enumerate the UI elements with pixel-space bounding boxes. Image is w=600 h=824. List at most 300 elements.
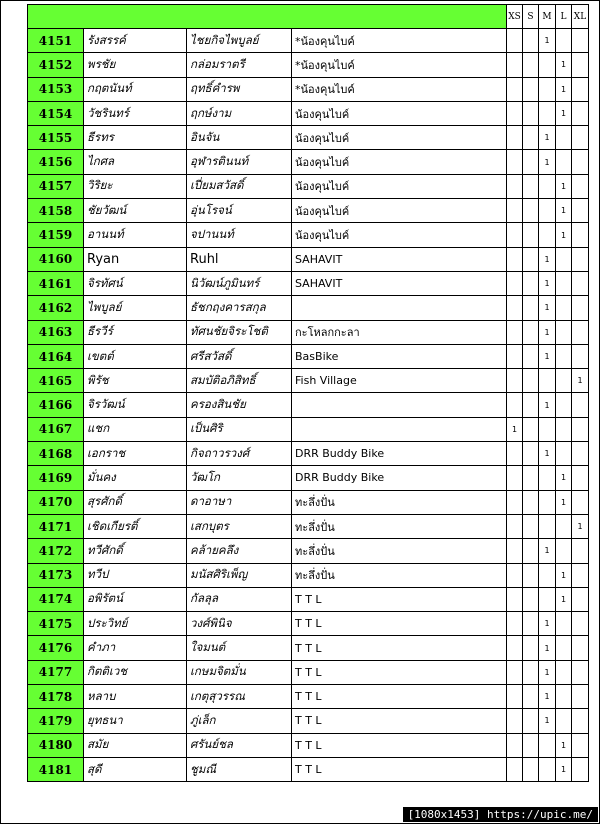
first-name: เชิดเกียรติ์ [84,514,187,538]
last-name: สมบัติอภิสิทธิ์ [187,369,292,393]
registration-table [27,4,589,782]
size-l-cell [556,369,572,393]
size-l-cell [556,685,572,709]
size-l-cell [556,29,572,53]
first-name: จิรวัฒน์ [84,393,187,417]
size-header-m: M [539,5,556,29]
last-name: เกษมจิตมั่น [187,660,292,684]
size-m-cell [539,369,556,393]
size-s-cell [523,296,539,320]
size-m-cell [539,563,556,587]
bib-number: 4160 [28,247,84,271]
team-name: T T L [292,685,507,709]
size-m-cell: 1 [539,126,556,150]
bib-number: 4171 [28,514,84,538]
size-m-cell [539,199,556,223]
team-name: ทะลึ่งปั่น [292,539,507,563]
first-name: เอกราช [84,442,187,466]
size-l-cell: 1 [556,757,572,781]
size-xs-cell [507,490,523,514]
bib-number: 4158 [28,199,84,223]
last-name: ศรันย์ชล [187,733,292,757]
last-name: กัลลุล [187,587,292,611]
last-name: วัฒโก [187,466,292,490]
size-xl-cell [572,29,589,53]
last-name: ทัศนชัยจิระโชติ [187,320,292,344]
last-name: อินจัน [187,126,292,150]
first-name: ธีรวีร์ [84,320,187,344]
size-xl-cell [572,271,589,295]
size-m-cell: 1 [539,271,556,295]
table-row [28,539,589,563]
size-xs-cell [507,101,523,125]
size-l-cell [556,271,572,295]
size-l-cell [556,344,572,368]
first-name: ประวิทย์ [84,612,187,636]
team-name: ทะลึ่งปั่น [292,563,507,587]
size-header-xl: XL [572,5,589,29]
team-name: กะโหลกกะลา [292,320,507,344]
table-row [28,369,589,393]
size-xs-cell [507,636,523,660]
size-s-cell [523,612,539,636]
last-name: นิวัฒน์ภูมินทร์ [187,271,292,295]
size-s-cell [523,685,539,709]
size-s-cell [523,320,539,344]
last-name: ครองสินชัย [187,393,292,417]
size-xl-cell [572,77,589,101]
size-s-cell [523,223,539,247]
team-name [292,417,507,441]
first-name: กฤตนันท์ [84,77,187,101]
size-s-cell [523,539,539,563]
size-s-cell [523,563,539,587]
size-s-cell [523,757,539,781]
size-l-cell [556,612,572,636]
size-l-cell [556,539,572,563]
last-name: ชูมณี [187,757,292,781]
size-s-cell [523,636,539,660]
size-xl-cell [572,636,589,660]
team-name: T T L [292,612,507,636]
team-name [292,393,507,417]
last-name: เกตุสุวรรณ [187,685,292,709]
size-xs-cell [507,296,523,320]
bib-number: 4163 [28,320,84,344]
team-name: T T L [292,757,507,781]
size-s-cell [523,101,539,125]
size-header-s: S [523,5,539,29]
size-xl-cell [572,757,589,781]
size-l-cell [556,247,572,271]
table-row [28,612,589,636]
table-row [28,709,589,733]
size-l-cell: 1 [556,563,572,587]
size-m-cell: 1 [539,539,556,563]
bib-number: 4164 [28,344,84,368]
bib-number: 4156 [28,150,84,174]
last-name: กล่อมราตรี [187,53,292,77]
bib-number: 4181 [28,757,84,781]
bib-number: 4170 [28,490,84,514]
team-name: น้องคุนไบค์ [292,199,507,223]
size-xs-cell [507,709,523,733]
size-xs-cell [507,369,523,393]
last-name: ไชยกิจไพบูลย์ [187,29,292,53]
size-xl-cell [572,223,589,247]
size-s-cell [523,53,539,77]
bib-number: 4161 [28,271,84,295]
size-m-cell [539,223,556,247]
size-m-cell: 1 [539,393,556,417]
team-name: *น้องคุนไบค์ [292,29,507,53]
last-name: ธัชกฤงคารสกุล [187,296,292,320]
first-name: หลาบ [84,685,187,709]
first-name: รังสรรค์ [84,29,187,53]
table-row [28,77,589,101]
size-l-cell [556,150,572,174]
size-m-cell [539,733,556,757]
size-l-cell [556,393,572,417]
table-row [28,393,589,417]
first-name: ชัยวัฒน์ [84,199,187,223]
size-s-cell [523,417,539,441]
table-row [28,29,589,53]
bib-number: 4178 [28,685,84,709]
size-m-cell: 1 [539,636,556,660]
size-m-cell: 1 [539,442,556,466]
size-l-cell [556,126,572,150]
size-xs-cell [507,587,523,611]
size-m-cell: 1 [539,685,556,709]
size-m-cell [539,77,556,101]
first-name: อานนท์ [84,223,187,247]
size-xl-cell [572,417,589,441]
bib-number: 4157 [28,174,84,198]
last-name: ใจมนต์ [187,636,292,660]
size-xl-cell [572,442,589,466]
first-name: กิตติเวช [84,660,187,684]
table-row [28,757,589,781]
last-name: จปานนท์ [187,223,292,247]
table-row [28,344,589,368]
size-xs-cell [507,29,523,53]
size-xs-cell [507,393,523,417]
table-row [28,490,589,514]
size-s-cell [523,466,539,490]
first-name: สุดี [84,757,187,781]
table-row [28,101,589,125]
size-s-cell [523,247,539,271]
size-m-cell [539,101,556,125]
table-row [28,685,589,709]
size-m-cell: 1 [539,660,556,684]
size-xl-cell [572,101,589,125]
first-name: อพิรัตน์ [84,587,187,611]
size-xs-cell [507,539,523,563]
first-name: Ryan [84,247,187,271]
size-xl-cell [572,150,589,174]
size-l-cell [556,709,572,733]
team-name: Fish Village [292,369,507,393]
team-name: *น้องคุนไบค์ [292,53,507,77]
header-row [28,5,589,29]
bib-number: 4180 [28,733,84,757]
last-name: วงศ์พินิจ [187,612,292,636]
bib-number: 4173 [28,563,84,587]
size-m-cell [539,174,556,198]
first-name: แชก [84,417,187,441]
last-name: เป็นศิริ [187,417,292,441]
first-name: พิรัช [84,369,187,393]
size-xs-cell [507,660,523,684]
last-name: ภู่เล็ก [187,709,292,733]
size-l-cell [556,296,572,320]
bib-number: 4175 [28,612,84,636]
size-xs-cell [507,344,523,368]
size-xl-cell [572,490,589,514]
size-xs-cell [507,199,523,223]
table-row [28,223,589,247]
page-edge [591,1,599,823]
size-xl-cell [572,320,589,344]
size-xl-cell [572,393,589,417]
bib-number: 4167 [28,417,84,441]
size-header-l: L [556,5,572,29]
last-name: มนัสศิริเพ็ญ [187,563,292,587]
size-xl-cell: 1 [572,514,589,538]
size-l-cell: 1 [556,174,572,198]
size-s-cell [523,393,539,417]
size-xs-cell [507,442,523,466]
size-xl-cell [572,344,589,368]
first-name: พรชัย [84,53,187,77]
size-xs-cell [507,733,523,757]
size-xl-cell [572,587,589,611]
table-row [28,442,589,466]
size-m-cell: 1 [539,344,556,368]
table-row [28,126,589,150]
table-row [28,320,589,344]
bib-number: 4153 [28,77,84,101]
size-xs-cell [507,685,523,709]
size-xs-cell [507,53,523,77]
size-s-cell [523,126,539,150]
size-m-cell: 1 [539,612,556,636]
last-name: เสกบุตร [187,514,292,538]
first-name: ไกศล [84,150,187,174]
size-l-cell: 1 [556,199,572,223]
size-m-cell [539,466,556,490]
size-l-cell [556,320,572,344]
size-xs-cell [507,223,523,247]
size-xl-cell [572,53,589,77]
last-name: กิจถาวรวงศ์ [187,442,292,466]
table-row [28,660,589,684]
size-xl-cell: 1 [572,369,589,393]
table-row [28,563,589,587]
size-l-cell: 1 [556,466,572,490]
size-s-cell [523,514,539,538]
size-l-cell: 1 [556,53,572,77]
last-name: อุ่นโรจน์ [187,199,292,223]
first-name: วัชรินทร์ [84,101,187,125]
team-name: น้องคุนไบค์ [292,223,507,247]
first-name: คำภา [84,636,187,660]
bib-number: 4151 [28,29,84,53]
team-name: SAHAVIT [292,247,507,271]
size-xs-cell [507,150,523,174]
table-row [28,514,589,538]
size-xl-cell [572,466,589,490]
size-m-cell: 1 [539,247,556,271]
team-name: ทะลึ่งปั่น [292,514,507,538]
first-name: ธีรทร [84,126,187,150]
size-m-cell [539,514,556,538]
team-name: DRR Buddy Bike [292,442,507,466]
team-name: *น้องคุนไบค์ [292,77,507,101]
last-name: ฤทธิ์คำรพ [187,77,292,101]
size-l-cell [556,417,572,441]
size-m-cell [539,757,556,781]
table-row [28,53,589,77]
size-m-cell: 1 [539,29,556,53]
size-xs-cell [507,514,523,538]
team-name: SAHAVIT [292,271,507,295]
size-l-cell [556,636,572,660]
table-row [28,636,589,660]
bib-number: 4159 [28,223,84,247]
size-l-cell: 1 [556,490,572,514]
team-name: น้องคุนไบค์ [292,126,507,150]
first-name: สมัย [84,733,187,757]
bib-number: 4168 [28,442,84,466]
size-m-cell [539,53,556,77]
size-m-cell [539,490,556,514]
size-s-cell [523,369,539,393]
size-s-cell [523,150,539,174]
first-name: ทวีป [84,563,187,587]
bib-number: 4166 [28,393,84,417]
size-m-cell: 1 [539,150,556,174]
size-xl-cell [572,174,589,198]
first-name: จิรทัศน์ [84,271,187,295]
size-xs-cell [507,174,523,198]
size-l-cell [556,514,572,538]
team-name: น้องคุนไบค์ [292,150,507,174]
size-xs-cell [507,612,523,636]
first-name: ยุทธนา [84,709,187,733]
table-row [28,733,589,757]
size-m-cell: 1 [539,320,556,344]
size-m-cell [539,587,556,611]
bib-number: 4172 [28,539,84,563]
size-xs-cell [507,126,523,150]
size-xl-cell [572,709,589,733]
size-s-cell [523,660,539,684]
team-name [292,296,507,320]
team-name: T T L [292,709,507,733]
size-l-cell [556,442,572,466]
size-xs-cell [507,247,523,271]
size-xs-cell [507,563,523,587]
size-l-cell: 1 [556,101,572,125]
table-row [28,150,589,174]
size-s-cell [523,29,539,53]
bib-number: 4169 [28,466,84,490]
size-s-cell [523,490,539,514]
size-s-cell [523,174,539,198]
last-name: Ruhl [187,247,292,271]
team-name: น้องคุนไบค์ [292,174,507,198]
size-xs-cell: 1 [507,417,523,441]
size-xl-cell [572,733,589,757]
bib-number: 4177 [28,660,84,684]
size-xl-cell [572,247,589,271]
first-name: ไพบูลย์ [84,296,187,320]
table-row [28,247,589,271]
size-xs-cell [507,77,523,101]
bib-number: 4152 [28,53,84,77]
size-xl-cell [572,612,589,636]
size-xs-cell [507,466,523,490]
last-name: เปี่ยมสวัสดิ์ [187,174,292,198]
bib-number: 4179 [28,709,84,733]
bib-number: 4176 [28,636,84,660]
bib-number: 4174 [28,587,84,611]
size-xl-cell [572,539,589,563]
size-xl-cell [572,685,589,709]
last-name: อุฬารตินนท์ [187,150,292,174]
size-xs-cell [507,757,523,781]
size-xl-cell [572,126,589,150]
size-xl-cell [572,199,589,223]
size-l-cell: 1 [556,587,572,611]
team-name: BasBike [292,344,507,368]
first-name: วิริยะ [84,174,187,198]
size-header-xs: XS [507,5,523,29]
size-xs-cell [507,271,523,295]
size-s-cell [523,271,539,295]
bib-number: 4154 [28,101,84,125]
size-l-cell: 1 [556,77,572,101]
bib-number: 4155 [28,126,84,150]
size-s-cell [523,77,539,101]
size-s-cell [523,344,539,368]
table-row [28,271,589,295]
size-m-cell [539,417,556,441]
team-name: น้องคุนไบค์ [292,101,507,125]
size-xs-cell [507,320,523,344]
table-row [28,199,589,223]
size-xl-cell [572,296,589,320]
team-name: T T L [292,733,507,757]
first-name: มั่นคง [84,466,187,490]
size-s-cell [523,442,539,466]
last-name: คล้ายคลึง [187,539,292,563]
first-name: เขตต์ [84,344,187,368]
table-row [28,174,589,198]
size-s-cell [523,733,539,757]
team-name: T T L [292,660,507,684]
size-s-cell [523,709,539,733]
last-name: ศรีสวัสดิ์ [187,344,292,368]
team-name: T T L [292,636,507,660]
size-l-cell: 1 [556,733,572,757]
table-row [28,296,589,320]
size-m-cell: 1 [539,709,556,733]
size-l-cell: 1 [556,223,572,247]
